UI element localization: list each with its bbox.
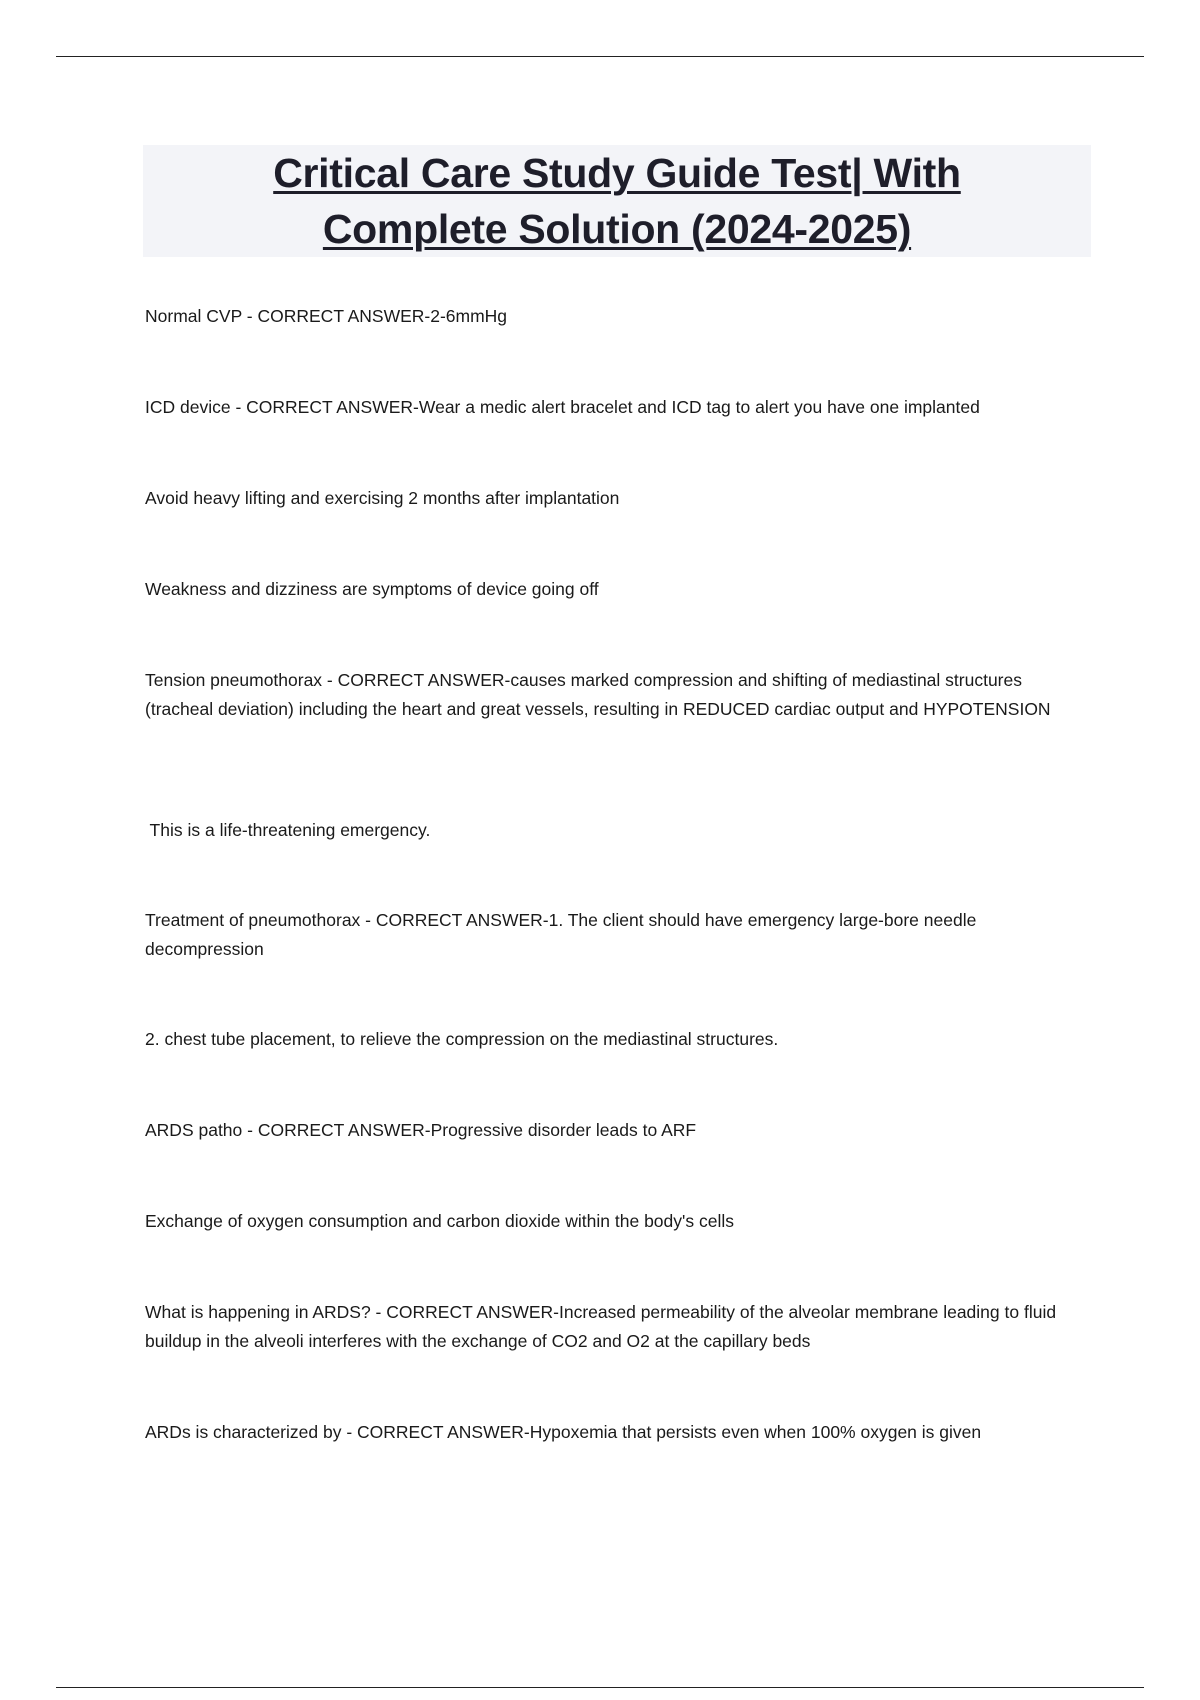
qa-entry: Normal CVP - CORRECT ANSWER-2-6mmHg (145, 306, 508, 326)
qa-entry: ARDs is characterized by - CORRECT ANSWER-Hypoxemia that persists even when 100% oxygen is given (145, 1422, 982, 1442)
qa-entry: Tension pneumothorax - CORRECT ANSWER-causes marked compression and shifting of mediastinal structures (tracheal deviation) including the heart and great vessels, resulting in REDUCED cardiac output and HYPOTENSION (145, 670, 1051, 719)
title-banner (143, 145, 1091, 257)
header-divider (56, 56, 1144, 57)
qa-entry: Treatment of pneumothorax - CORRECT ANSWER-1. The client should have emergency large-bore needle decompression (145, 910, 977, 959)
qa-entry: Weakness and dizziness are symptoms of device going off (145, 579, 599, 599)
qa-entry: ARDS patho - CORRECT ANSWER-Progressive disorder leads to ARF (145, 1120, 697, 1140)
qa-entry: ICD device - CORRECT ANSWER-Wear a medic alert bracelet and ICD tag to alert you have one implanted (145, 397, 980, 417)
qa-entry: 2. chest tube placement, to relieve the compression on the mediastinal structures. (145, 1029, 779, 1049)
footer-divider (56, 1687, 1144, 1688)
qa-entry: What is happening in ARDS? - CORRECT ANSWER-Increased permeability of the alveolar membrane leading to fluid buildup in the alveoli interferes with the exchange of CO2 and O2 at the capillary beds (145, 1302, 1057, 1351)
qa-entry: This is a life-threatening emergency. (145, 820, 431, 840)
qa-entry: Avoid heavy lifting and exercising 2 months after implantation (145, 488, 620, 508)
qa-entry: Exchange of oxygen consumption and carbon dioxide within the body's cells (145, 1211, 734, 1231)
document-title: Critical Care Study Guide Test| With Complete Solution (2024-2025) (273, 150, 961, 252)
